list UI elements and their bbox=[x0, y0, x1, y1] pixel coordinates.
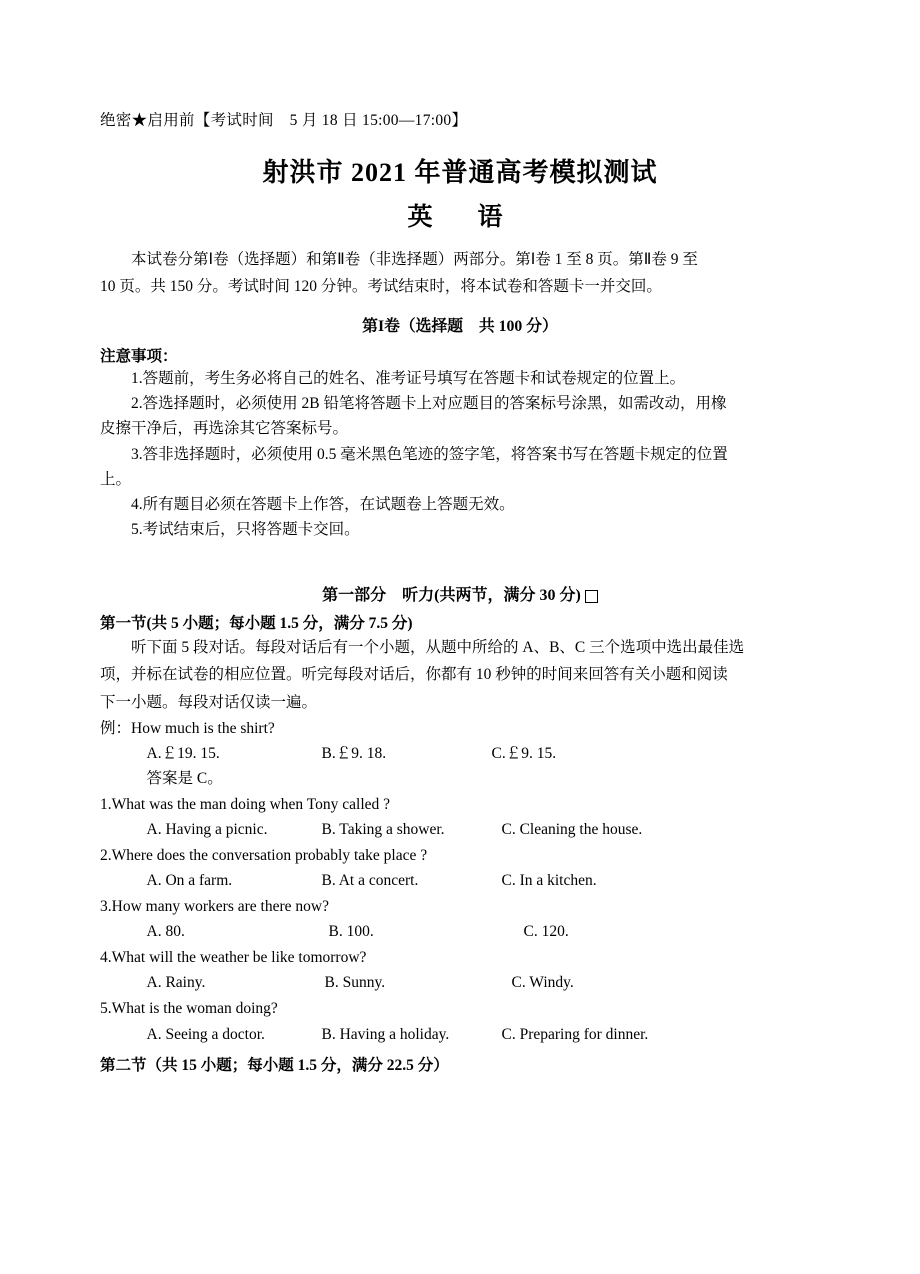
list-item bbox=[100, 843, 820, 893]
notice-list bbox=[100, 366, 820, 542]
page-title: 射洪市 2021 年普通高考模拟测试 bbox=[262, 158, 658, 187]
section-one-instruction-line-2: 项，并标在试卷的相应位置。听完每段对话后，你都有 10 秒钟的时间来回答有关小题和阅读 bbox=[100, 666, 728, 684]
question-stem: 4.What will the weather be like tomorrow? bbox=[100, 949, 367, 967]
question-option-b: B. At a concert. bbox=[321, 871, 419, 889]
question-option-b: B. Taking a shower. bbox=[321, 820, 445, 838]
part-one-heading bbox=[100, 582, 820, 605]
question-stem: 5.What is the woman doing? bbox=[100, 1000, 278, 1018]
example-option-b: B.￡9. 18. bbox=[321, 745, 387, 762]
list-item bbox=[100, 996, 820, 1046]
question-option-c: C. Preparing for dinner. bbox=[501, 1025, 649, 1043]
question-stem: 2.Where does the conversation probably take place ? bbox=[100, 846, 428, 864]
list-item bbox=[100, 792, 820, 842]
list-item: 上。 bbox=[100, 470, 132, 488]
volume-heading: 第I卷（选择题 共 100 分） bbox=[362, 318, 558, 336]
list-item: 1.答题前，考生务必将自己的姓名、准考证号填写在答题卡和试卷规定的位置上。 bbox=[131, 370, 686, 388]
question-option-c: C. In a kitchen. bbox=[501, 871, 597, 889]
example-option-a: A.￡19. 15. bbox=[146, 745, 220, 762]
intro-line-1: 本试卷分第Ⅰ卷（选择题）和第Ⅱ卷（非选择题）两部分。第Ⅰ卷 1 至 8 页。第Ⅱ卷 9 至 bbox=[131, 251, 698, 268]
section-one-instruction-line-1: 听下面 5 段对话。每段对话后有一个小题，从题中所给的 A、B、C 三个选项中选出最佳选 bbox=[131, 638, 745, 656]
question-option-b: B. Sunny. bbox=[324, 974, 386, 992]
list-item: 4.所有题目必须在答题卡上作答，在试题卷上答题无效。 bbox=[131, 495, 515, 513]
list-item: 5.考试结束后，只将答题卡交回。 bbox=[131, 520, 360, 538]
question-option-a: A. 80. bbox=[146, 923, 185, 941]
question-options bbox=[100, 970, 820, 995]
checkbox-icon bbox=[585, 590, 598, 603]
question-options bbox=[100, 919, 820, 944]
subject-title: 英 语 bbox=[407, 204, 513, 231]
question-options bbox=[100, 1022, 820, 1047]
question-options bbox=[100, 817, 820, 842]
list-item: 皮擦干净后，再选涂其它答案标号。 bbox=[100, 420, 349, 438]
list-item: 3.答非选择题时，必须使用 0.5 毫米黑色笔迹的签字笔，将答案书写在答题卡规定的位置 bbox=[131, 445, 728, 463]
list-item bbox=[100, 894, 820, 944]
question-option-a: A. Seeing a doctor. bbox=[146, 1025, 265, 1043]
question-option-c: C. Windy. bbox=[511, 974, 574, 992]
list-item: 2.答选择题时，必须使用 2B 铅笔将答题卡上对应题目的答案标号涂黑，如需改动，用橡 bbox=[131, 395, 727, 413]
question-option-a: A. On a farm. bbox=[146, 871, 233, 889]
section-two-heading: 第二节（共 15 小题；每小题 1.5 分，满分 22.5 分） bbox=[100, 1056, 449, 1074]
intro-line-2: 10 页。共 150 分。考试时间 120 分钟。考试结束时，将本试卷和答题卡一并交回。 bbox=[100, 278, 662, 296]
list-item bbox=[100, 945, 820, 995]
section-one-instruction-line-3: 下一小题。每段对话仅读一遍。 bbox=[100, 693, 318, 711]
example-option-c: C.￡9. 15. bbox=[491, 745, 557, 762]
question-option-b: B. Having a holiday. bbox=[321, 1025, 450, 1043]
question-stem: 1.What was the man doing when Tony called ? bbox=[100, 795, 391, 813]
example-answer: 答案是 C。 bbox=[146, 769, 223, 787]
question-option-b: B. 100. bbox=[328, 923, 374, 941]
question-option-c: C. 120. bbox=[523, 923, 569, 941]
section-one-heading: 第一节(共 5 小题；每小题 1.5 分，满分 7.5 分) bbox=[100, 614, 413, 632]
secret-notice-line: 绝密★启用前【考试时间 5 月 18 日 15:00—17:00】 bbox=[100, 112, 468, 129]
example-options bbox=[100, 742, 820, 767]
question-options bbox=[100, 868, 820, 893]
part-one-heading-text: 第一部分 听力(共两节，满分 30 分) bbox=[322, 586, 581, 604]
example-question: 例：How much is the shirt? bbox=[100, 720, 275, 738]
question-option-a: A. Having a picnic. bbox=[146, 820, 268, 838]
question-option-a: A. Rainy. bbox=[146, 974, 206, 992]
question-stem: 3.How many workers are there now? bbox=[100, 898, 329, 916]
notice-heading: 注意事项： bbox=[100, 348, 178, 366]
question-option-c: C. Cleaning the house. bbox=[501, 820, 643, 838]
